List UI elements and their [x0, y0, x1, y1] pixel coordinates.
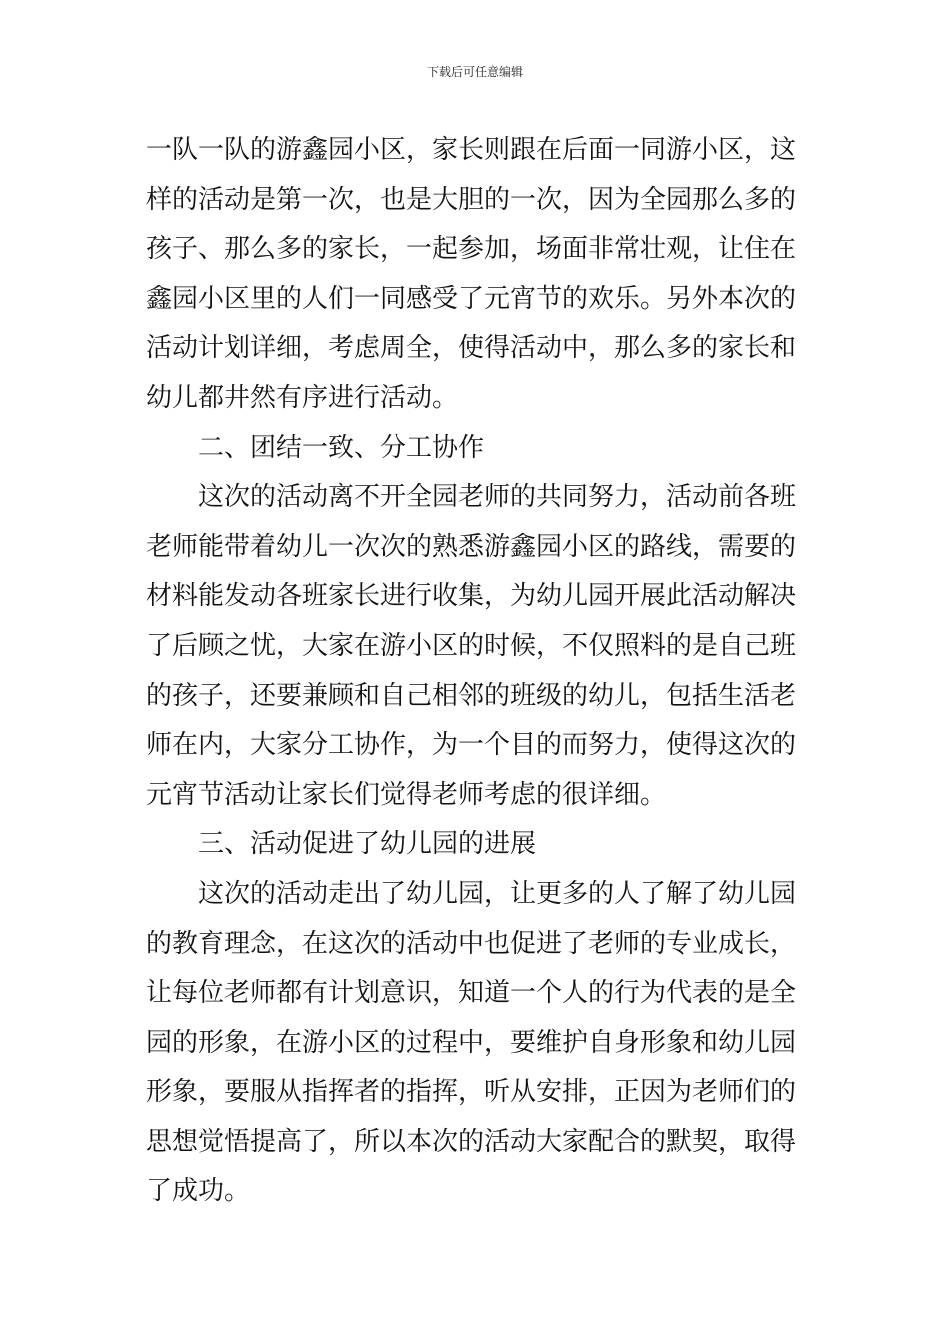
text-line: 一队一队的游鑫园小区，家长则跟在后面一同游小区，这 — [146, 135, 797, 165]
text-line: 思想觉悟提高了，所以本次的活动大家配合的默契，取得 — [146, 1126, 797, 1157]
text-line: 老师能带着幼儿一次次的熟悉游鑫园小区的路线，需要的 — [146, 531, 797, 562]
section-heading: 二、团结一致、分工协作 — [198, 432, 485, 463]
text-line: 样的活动是第一次，也是大胆的一次，因为全园那么多的 — [146, 184, 797, 215]
text-line: 园的形象，在游小区的过程中，要维护自身形象和幼儿园 — [146, 1027, 797, 1058]
page-header: 下载后可任意编辑 — [426, 65, 523, 79]
paragraph-start: 这次的活动走出了幼儿园，让更多的人了解了幼儿园 — [198, 878, 797, 909]
text-line: 材料能发动各班家长进行收集，为幼儿园开展此活动解决 — [146, 581, 797, 612]
text-line: 孩子、那么多的家长，一起参加，场面非常壮观，让住在 — [146, 234, 797, 265]
text-line: 形象，要服从指挥者的指挥，听从安排，正因为老师们的 — [146, 1077, 797, 1108]
text-line: 元宵节活动让家长们觉得老师考虑的很详细。 — [146, 779, 667, 810]
text-line: 活动计划详细，考虑周全，使得活动中，那么多的家长和 — [146, 333, 797, 364]
text-line: 幼儿都井然有序进行活动。 — [146, 382, 459, 413]
text-line: 让每位老师都有计划意识，知道一个人的行为代表的是全 — [146, 978, 797, 1009]
text-line: 的孩子，还要兼顾和自己相邻的班级的幼儿，包括生活老 — [146, 680, 797, 711]
text-line: 了后顾之忧，大家在游小区的时候，不仅照料的是自己班 — [146, 630, 797, 661]
text-line: 鑫园小区里的人们一同感受了元宵节的欢乐。另外本次的 — [146, 283, 797, 314]
text-line: 师在内，大家分工协作，为一个目的而努力，使得这次的 — [146, 730, 797, 761]
text-line: 的教育理念，在这次的活动中也促进了老师的专业成长， — [146, 928, 797, 959]
document-body — [146, 126, 806, 1217]
paragraph-start: 这次的活动离不开全园老师的共同努力，活动前各班 — [198, 482, 797, 513]
section-heading: 三、活动促进了幼儿园的进展 — [198, 829, 537, 860]
text-line: 了成功。 — [146, 1176, 251, 1207]
